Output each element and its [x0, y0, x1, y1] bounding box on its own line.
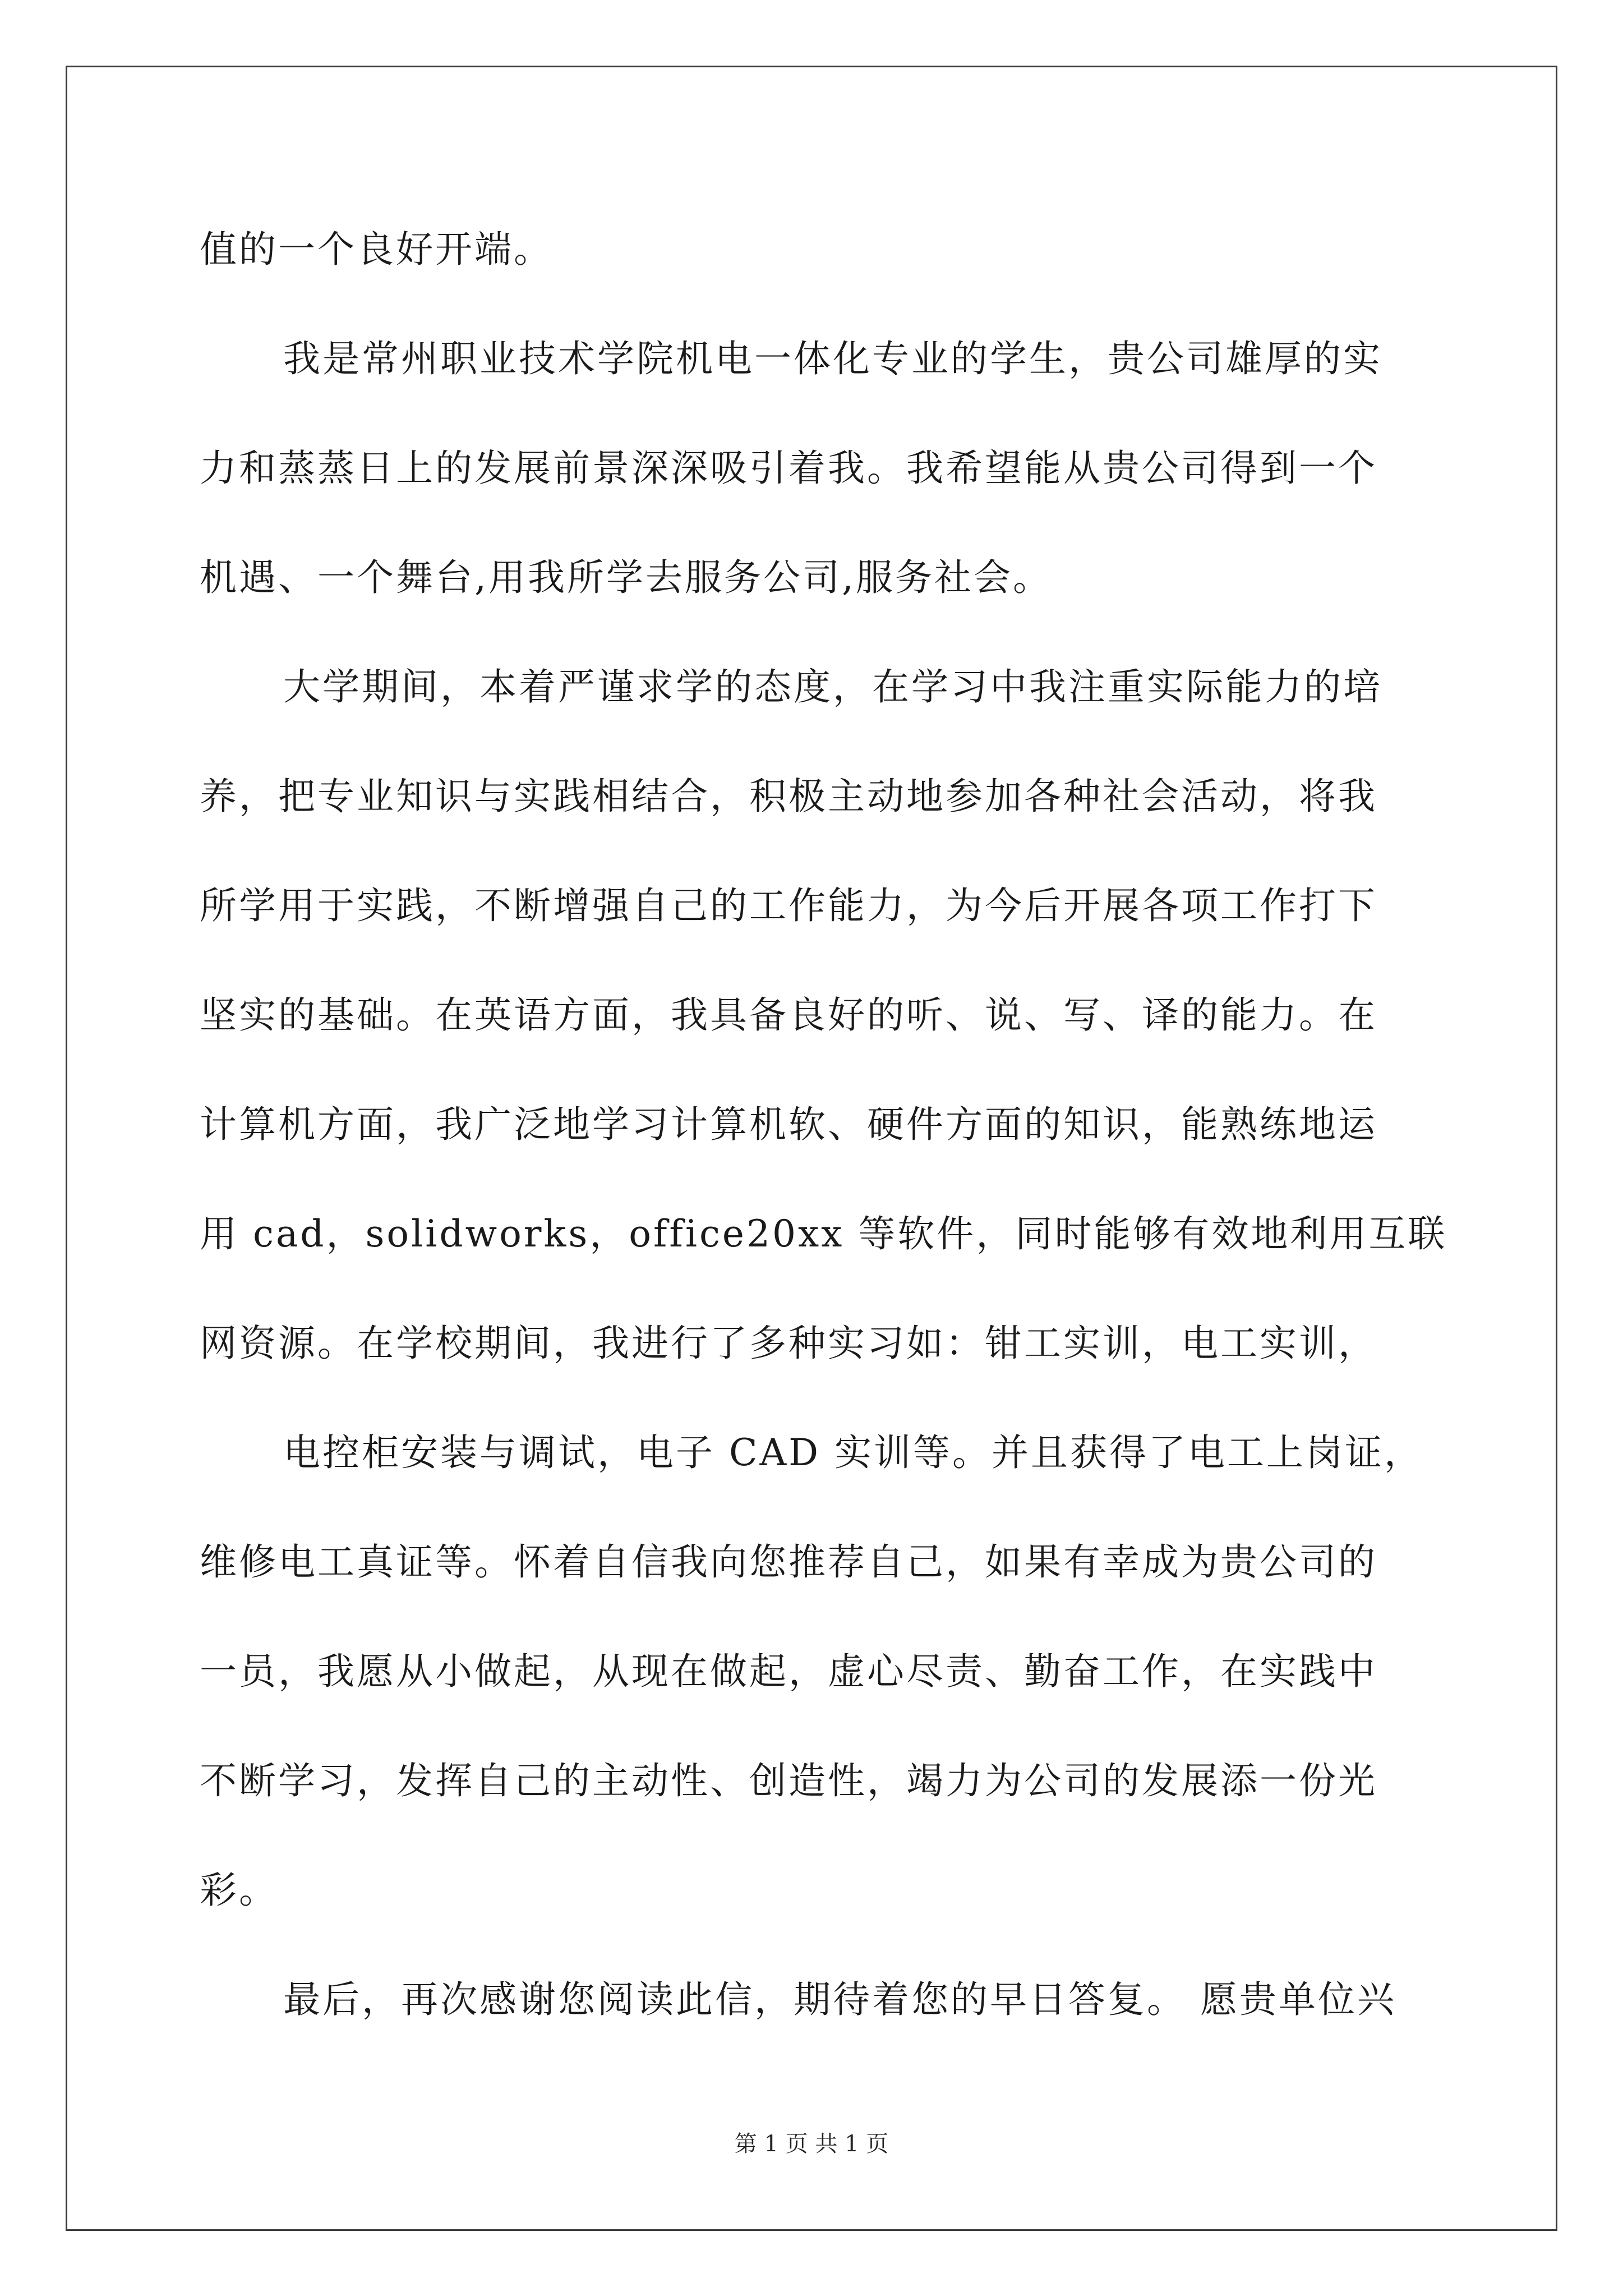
- text-line: 我是常州职业技术学院机电一体化专业的学生，贵公司雄厚的实: [283, 337, 1382, 380]
- text-line: 最后，再次感谢您阅读此信，期待着您的早日答复。 愿贵单位兴: [283, 1978, 1396, 2021]
- text-line: 值的一个良好开端。: [200, 228, 553, 271]
- text-line: 一员，我愿从小做起，从现在做起，虚心尽责、勤奋工作，在实践中: [200, 1650, 1377, 1693]
- text-line: 力和蒸蒸日上的发展前景深深吸引着我。我希望能从贵公司得到一个: [200, 447, 1377, 490]
- text-line: 电控柜安装与调试，电子 CAD 实训等。并且获得了电工上岗证，: [283, 1431, 1424, 1474]
- text-line: 机遇、一个舞台,用我所学去服务公司,服务社会。: [200, 556, 1052, 599]
- text-line: 计算机方面，我广泛地学习计算机软、硬件方面的知识，能熟练地运: [200, 1103, 1377, 1146]
- text-line: 养，把专业知识与实践相结合，积极主动地参加各种社会活动，将我: [200, 775, 1377, 818]
- page-border: [66, 66, 1557, 2231]
- page-footer: 第 1 页 共 1 页: [734, 2131, 889, 2157]
- text-line: 所学用于实践，不断增强自己的工作能力，为今后开展各项工作打下: [200, 884, 1377, 927]
- text-line: 坚实的基础。在英语方面，我具备良好的听、说、写、译的能力。在: [200, 993, 1377, 1037]
- text-line: 维修电工真证等。怀着自信我向您推荐自己，如果有幸成为贵公司的: [200, 1540, 1377, 1584]
- text-line: 大学期间，本着严谨求学的态度，在学习中我注重实际能力的培: [283, 665, 1382, 708]
- text-line: 网资源。在学校期间，我进行了多种实习如：钳工实训，电工实训，: [200, 1322, 1377, 1365]
- text-line: 彩。: [200, 1869, 278, 1912]
- text-line: 用 cad，solidworks，office20xx 等软件，同时能够有效地利用互联: [200, 1212, 1447, 1255]
- text-line: 不断学习，发挥自己的主动性、创造性，竭力为公司的发展添一份光: [200, 1759, 1377, 1802]
